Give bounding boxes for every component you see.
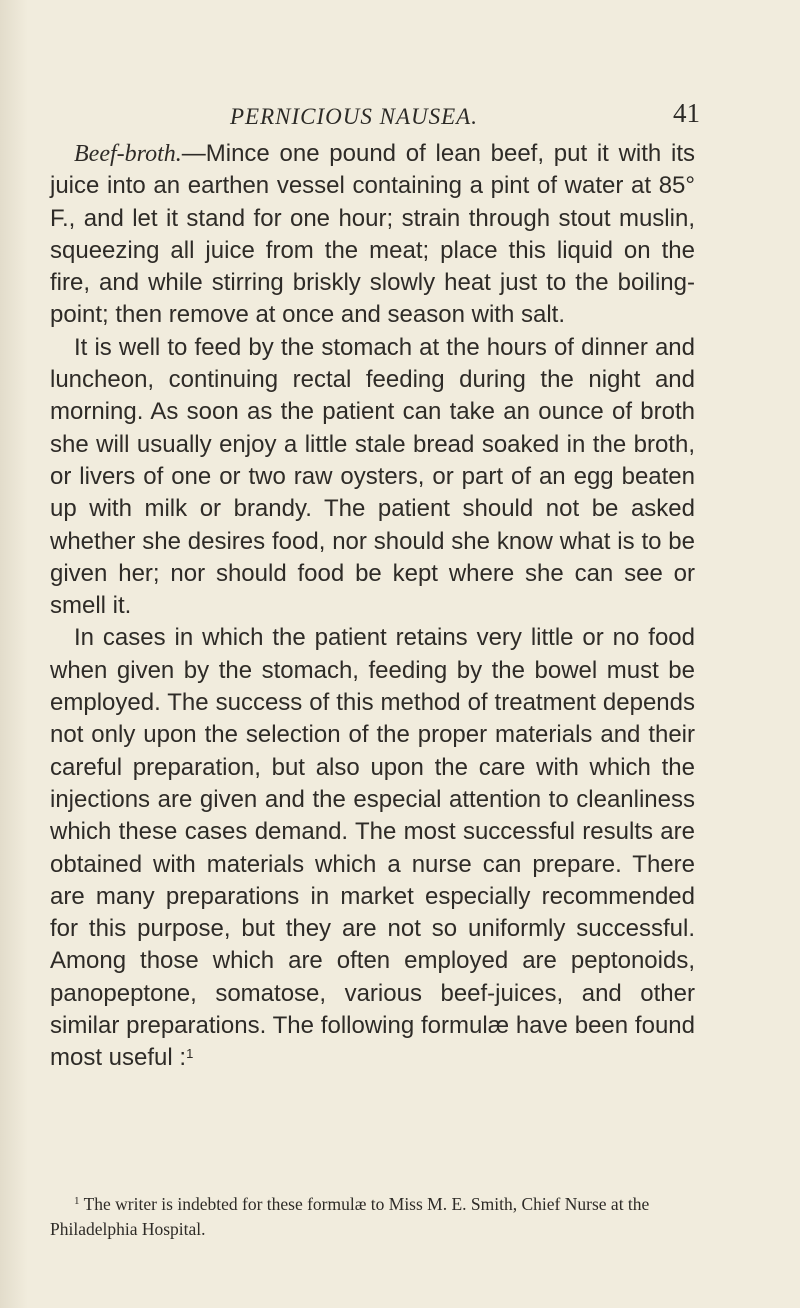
paragraph-beef-broth (50, 138, 695, 332)
paragraph-rectal-feeding (50, 622, 695, 1074)
footnote-reference: 1 (186, 1046, 194, 1062)
body-text (50, 138, 695, 1075)
footnote (50, 1192, 695, 1242)
running-head (230, 98, 700, 138)
recipe-text: —Mince one pound of lean beef, put it with its juice into an earthen vessel containing a pint of water at 85° F., and let it stand for one hour; strain through stout muslin, squeezing all juice from the meat; place this liquid on the fire, and while stirring briskly slowly heat just to the boiling-point; then remove at once and season with salt. (50, 140, 695, 329)
page-number: 41 (673, 98, 700, 128)
running-title: PERNICIOUS NAUSEA. (230, 104, 478, 129)
footnote-mark: 1 (74, 1195, 80, 1207)
footnote-text: The writer is indebted for these formulæ to Miss M. E. Smith, Chief Nurse at the Philadelphia Hospital. (50, 1194, 650, 1239)
footnote-text-line (50, 1192, 695, 1242)
paragraph-rectal-feeding-text: In cases in which the patient retains very little or no food when given by the stomach, feeding by the bowel must be employed. The success of this method of treatment depends not only upon the selection of the proper materials and their careful preparation, but also upon the care with which the injections are given and the especial attention to cleanliness which these cases demand. The most successful results are obtained with materials which a nurse can prepare. There are many preparations in market especially recommended for this purpose, but they are not so uniformly successful. Among those which are often employed are peptonoids, panopeptone, somatose, various beef-juices, and other similar preparations. The following formulæ have been found most useful : (50, 624, 695, 1072)
paragraph-feeding: It is well to feed by the stomach at the hours of dinner and luncheon, continuing rectal feeding during the night and morning. As soon as the patient can take an ounce of broth she will usually enjoy a little stale bread soaked in the broth, or livers of one or two raw oysters, or part of an egg beaten up with milk or brandy. The patient should not be asked whether she desires food, nor should she know what is to be given her; nor should food be kept where she can see or smell it. (50, 333, 695, 620)
recipe-title: Beef-broth. (74, 141, 182, 167)
